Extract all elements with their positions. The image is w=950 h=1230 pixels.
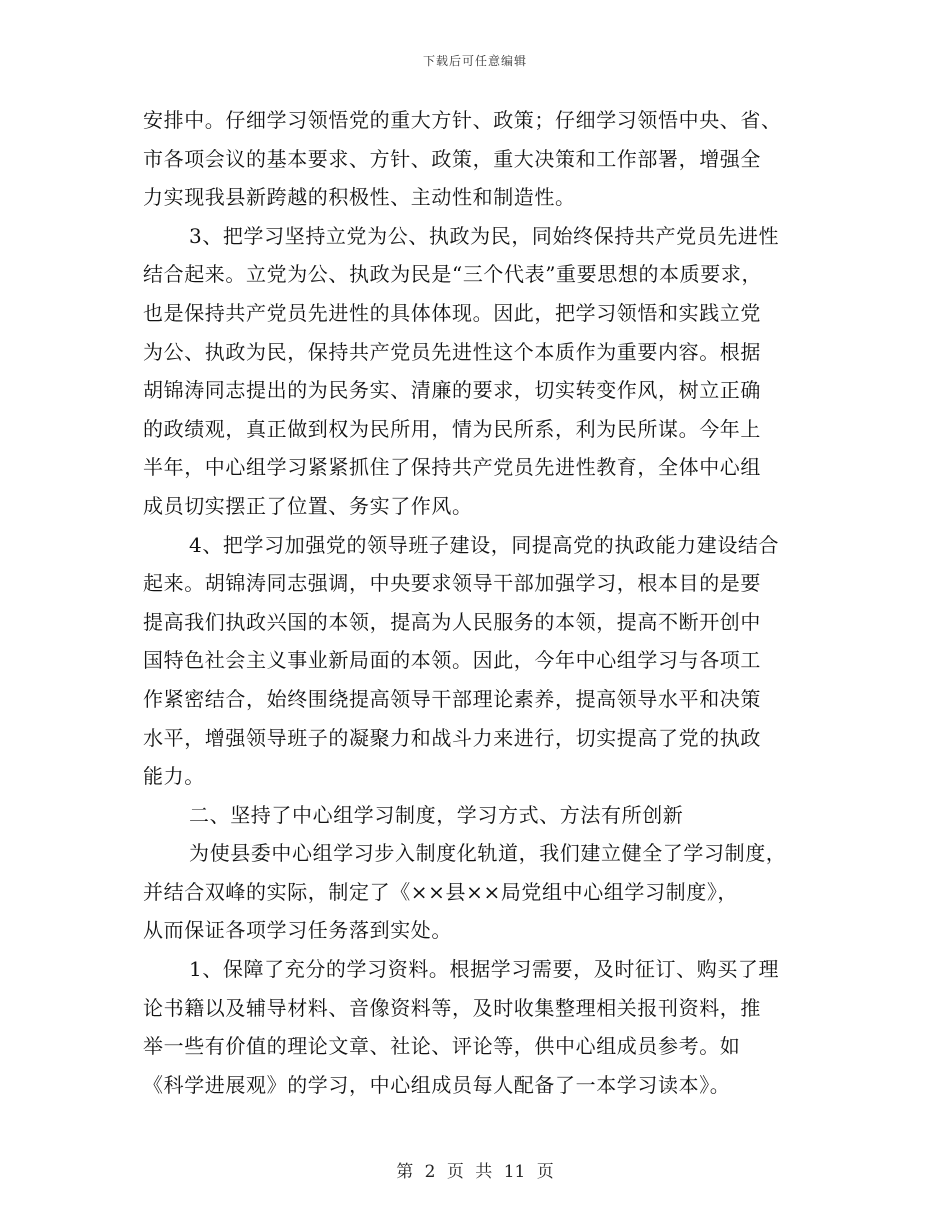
- text-line: 4、把学习加强党的领导班子建设，同提高党的执政能力建设结合: [189, 532, 780, 557]
- page-header: 下载后可任意编辑: [422, 54, 527, 68]
- text-line: 水平，增强领导班子的凝聚力和战斗力来进行，切实提高了党的执政: [143, 725, 761, 750]
- document-body: [143, 101, 813, 1104]
- text-line: 半年，中心组学习紧紧抓住了保持共产党员先进性教育，全体中心组: [143, 455, 761, 480]
- page-footer: 第 2 页 共 11 页: [396, 1162, 554, 1182]
- text-line: 论书籍以及辅导材料、音像资料等，及时收集整理相关报刊资料，推: [143, 995, 761, 1020]
- text-line: 3、把学习坚持立党为公、执政为民，同始终保持共产党员先进性: [189, 223, 780, 248]
- text-line: 1、保障了充分的学习资料。根据学习需要，及时征订、购买了理: [189, 957, 780, 982]
- text-line: 的政绩观，真正做到权为民所用，情为民所系，利为民所谋。今年上: [143, 416, 761, 441]
- text-line: 力实现我县新跨越的积极性、主动性和制造性。: [143, 185, 576, 210]
- text-line: 从而保证各项学习任务落到实处。: [143, 918, 452, 943]
- text-line: 成员切实摆正了位置、务实了作风。: [143, 493, 473, 518]
- text-line: 国特色社会主义事业新局面的本领。因此，今年中心组学习与各项工: [143, 648, 761, 673]
- text-line: 结合起来。立党为公、执政为民是“三个代表”重要思想的本质要求，: [143, 262, 763, 287]
- text-line: 作紧密结合，始终围绕提高领导干部理论素养，提高领导水平和决策: [143, 686, 761, 711]
- text-line: 提高我们执政兴国的本领，提高为人民服务的本领，提高不断开创中: [143, 609, 761, 634]
- text-line: 为公、执政为民，保持共产党员先进性这个本质作为重要内容。根据: [143, 339, 761, 364]
- text-line: 安排中。仔细学习领悟党的重大方针、政策；仔细学习领悟中央、省、: [143, 108, 782, 132]
- text-line: 《科学进展观》的学习，中心组成员每人配备了一本学习读本》。: [143, 1072, 731, 1097]
- text-line: 也是保持共产党员先进性的具体体现。因此，把学习领悟和实践立党: [143, 300, 761, 325]
- text-line: 起来。胡锦涛同志强调，中央要求领导干部加强学习，根本目的是要: [143, 571, 761, 596]
- text-line: 胡锦涛同志提出的为民务实、清廉的要求，切实转变作风，树立正确: [143, 378, 761, 403]
- text-line: 举一些有价值的理论文章、社论、评论等，供中心组成员参考。如: [143, 1034, 741, 1059]
- text-line: 市各项会议的基本要求、方针、政策，重大决策和工作部署，增强全: [143, 146, 761, 171]
- text-line: 并结合双峰的实际，制定了《××县××局党组中心组学习制度》，: [143, 879, 739, 904]
- text-line: 为使县委中心组学习步入制度化轨道，我们建立健全了学习制度，: [189, 841, 787, 866]
- text-line: 能力。: [143, 764, 205, 789]
- text-line: 二、坚持了中心组学习制度，学习方式、方法有所创新: [189, 802, 684, 827]
